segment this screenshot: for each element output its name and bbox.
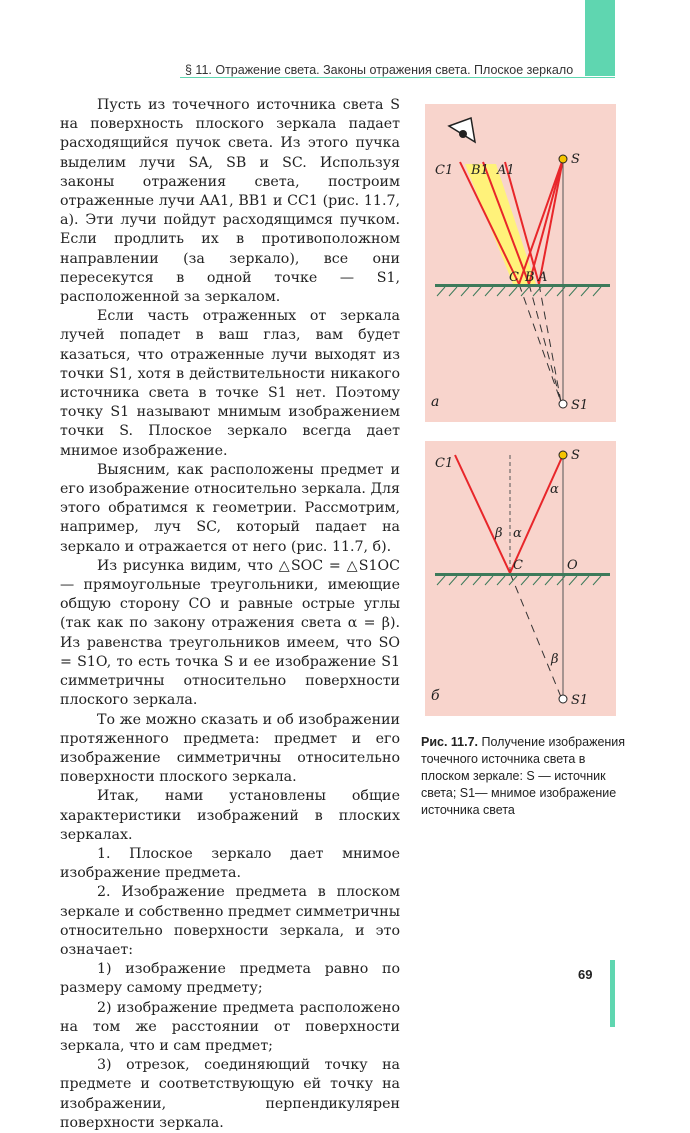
page-accent-bar [610,960,615,1027]
label-alpha: α [513,526,522,541]
eye-icon [449,118,475,142]
paragraph: 3) отрезок, соединяющий точку на предмете и соответствующую ей точку на изображении, перпендикулярен поверхности зеркала. [60,1057,400,1131]
paragraph: 2. Изображение предмета в плоском зеркале и собственно предмет симметричны относительно поверхности зеркала, и это означает: [60,884,400,958]
label-S: S [571,152,580,167]
image-point [559,695,567,703]
top-accent-bar [585,0,615,76]
label-S: S [571,448,580,463]
caption-label: Рис. 11.7. [421,735,479,749]
label-S1: S1 [571,398,589,413]
label-B: B [525,270,535,285]
figure-b [425,441,616,716]
label-alpha-top: α [550,482,559,497]
source-point [559,155,567,163]
paragraph: 2) изображение предмета расположено на том же расстоянии от поверхности зеркала, что и сам предмет; [60,999,400,1054]
incident-ray [510,455,563,573]
label-A: A [538,270,548,285]
figure-a [425,104,616,422]
image-point [559,400,567,408]
paragraph: Выясним, как расположены предмет и его изображение относительно зеркала. Для этого обратимся к геометрии. Рассмотрим, например, луч SC, который падает на зеркало и отражается от него (рис. 11.7, б). [60,461,400,555]
running-header: § 11. Отражение света. Законы отражения света. Плоское зеркало [185,63,574,77]
figure-a-letter: а [431,394,440,410]
label-C: C [509,270,519,285]
label-C1: C1 [435,163,454,178]
mirror [435,573,610,576]
paragraph: Пусть из точечного источника света S на поверхность плоского зеркала падает расходящийся пучок света. Из этого пучка выделим лучи SA, SB и SC. Используя законы отражения света, построим отраженные лучи AA1, BB1 и CC1 (рис. 11.7, а). Эти лучи пойдут расходящимся пучком. Если продлить их в противоположном направлении (за зеркало), все они пересекутся в одной точке — S1, расположенной за зеркалом. [60,97,400,306]
main-text [60,96,400,1133]
paragraph: 1) изображение предмета равно по размеру самому предмету; [60,961,400,997]
label-B1: B1 [471,163,489,178]
figure-a-diagram [425,104,616,422]
paragraph: Из рисунка видим, что △SOC = △S1OC — прямоугольные треугольники, имеющие общую сторону CO и равные острые углы (так как по закону отражения света α = β). Из равенства треугольников имеем, что SO = S1O, то есть точка S и ее изображение S1 симметричны относительно поверхности плоского зеркала. [60,557,400,709]
label-beta-bottom: β [551,652,559,667]
source-point [559,451,567,459]
caption-text: Получение изображения точечного источника света в плоском зеркале: S — источник света; S1— мнимое изображение источника света [421,735,626,817]
label-C1: C1 [435,456,454,471]
reflected-ray [455,455,510,573]
label-O: O [567,558,578,573]
label-beta: β [495,526,503,541]
label-S1: S1 [571,693,589,708]
paragraph: То же можно сказать и об изображении протяженного предмета: предмет и его изображение симметричны относительно поверхности плоского зеркала. [60,711,400,786]
label-C: C [513,558,523,573]
paragraph: Если часть отраженных от зеркала лучей попадет в ваш глаз, вам будет казаться, что отраженные лучи выходят из точки S1, хотя в действительности никакого источника света в точке S1 нет. Поэтому точку S1 называют мнимым изображением точки S. Плоское зеркало всегда дает мнимое изображение. [60,308,400,459]
paragraph: 1. Плоское зеркало дает мнимое изображение предмета. [60,845,400,882]
mirror [435,284,610,287]
page-number: 69 [578,967,593,982]
figure-b-diagram [425,441,616,716]
figure-b-letter: б [431,688,440,704]
paragraph: Итак, нами установлены общие характеристики изображений в плоских зеркалах. [60,788,400,843]
header-rule [180,77,615,78]
figure-caption [421,734,626,819]
label-A1: A1 [497,163,515,178]
